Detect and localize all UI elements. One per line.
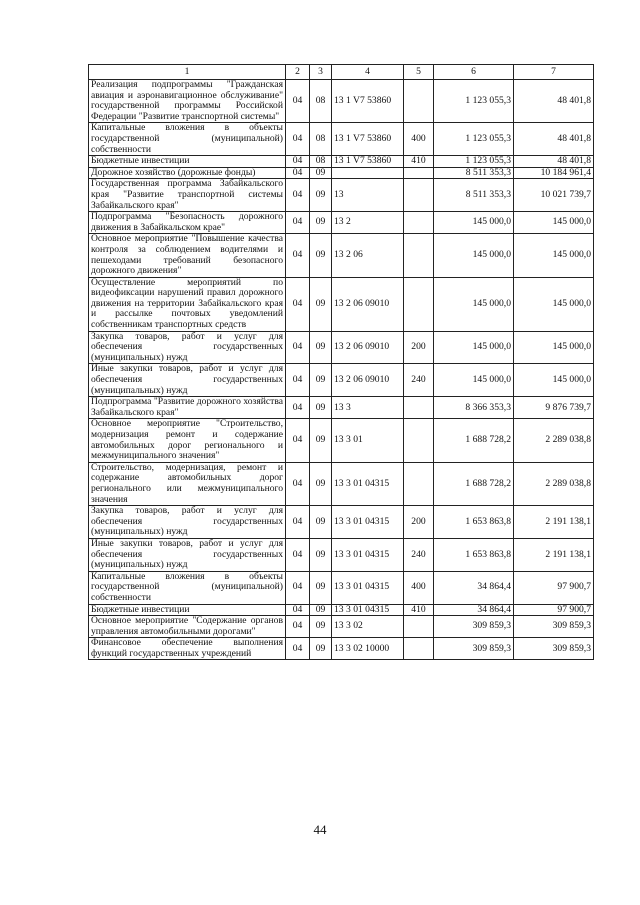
row-name: Иные закупки товаров, работ и услуг для обеспечения государственных (муниципальных) нужд: [89, 538, 286, 571]
row-subsection: 09: [310, 277, 332, 331]
table-row: [89, 277, 594, 331]
row-target-code: 13 1 V7 53860: [332, 123, 404, 156]
row-target-code: 13 3 02 10000: [332, 638, 404, 660]
row-amount-2: 145 000,0: [514, 364, 594, 397]
row-name: Подпрограмма "Развитие дорожного хозяйства Забайкальского края": [89, 397, 286, 419]
row-name: Реализация подпрограммы "Гражданская авиация и аэронавигационное обслуживание" государственной программы Российской Федерации "Развитие транспортной системы": [89, 80, 286, 123]
row-expense-type: [404, 397, 434, 419]
row-amount-2: 2 191 138,1: [514, 538, 594, 571]
row-amount-2: 48 401,8: [514, 80, 594, 123]
table-row: [89, 462, 594, 505]
table-row: [89, 638, 594, 660]
row-subsection: 09: [310, 364, 332, 397]
row-name: Строительство, модернизация, ремонт и содержание автомобильных дорог регионального или межмуниципального значения: [89, 462, 286, 505]
row-amount-2: 2 289 038,8: [514, 419, 594, 462]
row-section: 04: [286, 234, 310, 277]
row-section: 04: [286, 179, 310, 212]
header-col-1: 1: [89, 65, 286, 80]
row-amount-2: 309 859,3: [514, 616, 594, 638]
row-expense-type: [404, 212, 434, 234]
row-name: Подпрограмма "Безопасность дорожного движения в Забайкальском крае": [89, 212, 286, 234]
table-row: [89, 364, 594, 397]
row-amount-1: 309 859,3: [434, 616, 514, 638]
row-expense-type: 410: [404, 604, 434, 616]
row-name: Основное мероприятие "Повышение качества контроля за соблюдением водителями и пешеходами требований безопасного дорожного движения": [89, 234, 286, 277]
table-row: [89, 538, 594, 571]
row-expense-type: [404, 80, 434, 123]
row-name: Основное мероприятие "Содержание органов управления автомобильными дорогами": [89, 616, 286, 638]
row-subsection: 09: [310, 604, 332, 616]
table-row: [89, 331, 594, 364]
row-expense-type: [404, 234, 434, 277]
row-amount-1: 34 864,4: [434, 571, 514, 604]
row-amount-1: 145 000,0: [434, 234, 514, 277]
row-subsection: 09: [310, 638, 332, 660]
header-col-3: 3: [310, 65, 332, 80]
row-expense-type: 240: [404, 364, 434, 397]
budget-table: [88, 64, 594, 660]
table-row: [89, 397, 594, 419]
row-target-code: 13 1 V7 53860: [332, 156, 404, 168]
row-section: 04: [286, 397, 310, 419]
row-amount-2: 48 401,8: [514, 156, 594, 168]
row-name: Бюджетные инвестиции: [89, 156, 286, 168]
row-section: 04: [286, 419, 310, 462]
row-section: 04: [286, 462, 310, 505]
row-name: Иные закупки товаров, работ и услуг для обеспечения государственных (муниципальных) нужд: [89, 364, 286, 397]
row-name: Закупка товаров, работ и услуг для обеспечения государственных (муниципальных) нужд: [89, 506, 286, 539]
header-col-5: 5: [404, 65, 434, 80]
row-section: 04: [286, 538, 310, 571]
header-col-2: 2: [286, 65, 310, 80]
row-target-code: 13 3 01 04315: [332, 604, 404, 616]
header-col-6: 6: [434, 65, 514, 80]
row-amount-1: 1 688 728,2: [434, 419, 514, 462]
row-subsection: 09: [310, 538, 332, 571]
row-subsection: 09: [310, 571, 332, 604]
row-target-code: 13 2 06: [332, 234, 404, 277]
row-target-code: 13 3 02: [332, 616, 404, 638]
row-amount-2: 145 000,0: [514, 277, 594, 331]
row-subsection: 09: [310, 331, 332, 364]
row-section: 04: [286, 277, 310, 331]
row-amount-2: 48 401,8: [514, 123, 594, 156]
table-row: [89, 234, 594, 277]
row-amount-2: 145 000,0: [514, 331, 594, 364]
row-target-code: 13 3 01: [332, 419, 404, 462]
row-target-code: 13 3 01 04315: [332, 462, 404, 505]
row-target-code: 13 2: [332, 212, 404, 234]
table-row: [89, 156, 594, 168]
row-section: 04: [286, 638, 310, 660]
header-col-4: 4: [332, 65, 404, 80]
row-amount-1: 1 123 055,3: [434, 80, 514, 123]
row-name: Бюджетные инвестиции: [89, 604, 286, 616]
page-number: 44: [313, 822, 327, 837]
header-row: [89, 65, 594, 80]
row-amount-1: 145 000,0: [434, 277, 514, 331]
row-name: Капитальные вложения в объекты государственной (муниципальной) собственности: [89, 571, 286, 604]
row-amount-2: 145 000,0: [514, 212, 594, 234]
row-amount-1: 145 000,0: [434, 364, 514, 397]
row-expense-type: [404, 638, 434, 660]
row-subsection: 09: [310, 462, 332, 505]
row-name: Финансовое обеспечение выполнения функций государственных учреждений: [89, 638, 286, 660]
row-amount-1: 1 688 728,2: [434, 462, 514, 505]
table-row: [89, 212, 594, 234]
row-section: 04: [286, 212, 310, 234]
row-section: 04: [286, 364, 310, 397]
row-section: 04: [286, 616, 310, 638]
row-target-code: 13 3 01 04315: [332, 538, 404, 571]
row-name: Государственная программа Забайкальского края "Развитие транспортной системы Забайкальского края": [89, 179, 286, 212]
row-amount-1: 1 123 055,3: [434, 123, 514, 156]
table-row: [89, 167, 594, 179]
row-name: Основное мероприятие "Строительство, модернизация ремонт и содержание автомобильных дорог регионального и межмуниципального значения": [89, 419, 286, 462]
row-amount-2: 97 900,7: [514, 604, 594, 616]
row-target-code: 13 2 06 09010: [332, 331, 404, 364]
row-amount-1: 145 000,0: [434, 212, 514, 234]
row-subsection: 09: [310, 419, 332, 462]
row-expense-type: 400: [404, 123, 434, 156]
row-expense-type: 410: [404, 156, 434, 168]
row-target-code: 13 1 V7 53860: [332, 80, 404, 123]
row-expense-type: 200: [404, 331, 434, 364]
row-amount-1: 8 366 353,3: [434, 397, 514, 419]
row-expense-type: 400: [404, 571, 434, 604]
row-amount-2: 97 900,7: [514, 571, 594, 604]
row-amount-1: 1 653 863,8: [434, 538, 514, 571]
row-amount-1: 8 511 353,3: [434, 167, 514, 179]
row-subsection: 09: [310, 616, 332, 638]
row-section: 04: [286, 123, 310, 156]
row-expense-type: [404, 179, 434, 212]
row-amount-1: 145 000,0: [434, 331, 514, 364]
table-row: [89, 506, 594, 539]
row-expense-type: 240: [404, 538, 434, 571]
row-subsection: 09: [310, 179, 332, 212]
row-target-code: 13 2 06 09010: [332, 277, 404, 331]
row-expense-type: 200: [404, 506, 434, 539]
row-section: 04: [286, 571, 310, 604]
row-target-code: 13 3: [332, 397, 404, 419]
table-row: [89, 123, 594, 156]
row-target-code: 13 3 01 04315: [332, 571, 404, 604]
row-amount-1: 34 864,4: [434, 604, 514, 616]
table-row: [89, 604, 594, 616]
row-section: 04: [286, 506, 310, 539]
row-amount-2: 2 191 138,1: [514, 506, 594, 539]
row-amount-2: 10 184 961,4: [514, 167, 594, 179]
row-amount-2: 145 000,0: [514, 234, 594, 277]
row-amount-1: 1 653 863,8: [434, 506, 514, 539]
row-target-code: [332, 167, 404, 179]
row-name: Дорожное хозяйство (дорожные фонды): [89, 167, 286, 179]
row-section: 04: [286, 80, 310, 123]
row-expense-type: [404, 167, 434, 179]
row-target-code: 13 2 06 09010: [332, 364, 404, 397]
table-row: [89, 179, 594, 212]
row-amount-1: 1 123 055,3: [434, 156, 514, 168]
row-amount-2: 309 859,3: [514, 638, 594, 660]
row-expense-type: [404, 419, 434, 462]
table-row: [89, 616, 594, 638]
row-subsection: 08: [310, 123, 332, 156]
row-section: 04: [286, 604, 310, 616]
table-row: [89, 571, 594, 604]
table-row: [89, 419, 594, 462]
row-expense-type: [404, 616, 434, 638]
row-subsection: 09: [310, 397, 332, 419]
row-expense-type: [404, 277, 434, 331]
row-name: Осуществление мероприятий по видеофиксации нарушений правил дорожного движения на территории Забайкальского края и рассылке почтовых уведомлений собственникам транспортных средств: [89, 277, 286, 331]
row-expense-type: [404, 462, 434, 505]
row-subsection: 08: [310, 80, 332, 123]
header-col-7: 7: [514, 65, 594, 80]
table-row: [89, 80, 594, 123]
row-amount-1: 309 859,3: [434, 638, 514, 660]
row-target-code: 13 3 01 04315: [332, 506, 404, 539]
row-section: 04: [286, 331, 310, 364]
row-target-code: 13: [332, 179, 404, 212]
row-name: Закупка товаров, работ и услуг для обеспечения государственных (муниципальных) нужд: [89, 331, 286, 364]
row-section: 04: [286, 156, 310, 168]
row-section: 04: [286, 167, 310, 179]
row-amount-2: 2 289 038,8: [514, 462, 594, 505]
row-name: Капитальные вложения в объекты государственной (муниципальной) собственности: [89, 123, 286, 156]
row-subsection: 09: [310, 234, 332, 277]
row-subsection: 09: [310, 506, 332, 539]
row-amount-2: 10 021 739,7: [514, 179, 594, 212]
row-amount-2: 9 876 739,7: [514, 397, 594, 419]
row-subsection: 09: [310, 212, 332, 234]
row-subsection: 08: [310, 156, 332, 168]
row-amount-1: 8 511 353,3: [434, 179, 514, 212]
row-subsection: 09: [310, 167, 332, 179]
